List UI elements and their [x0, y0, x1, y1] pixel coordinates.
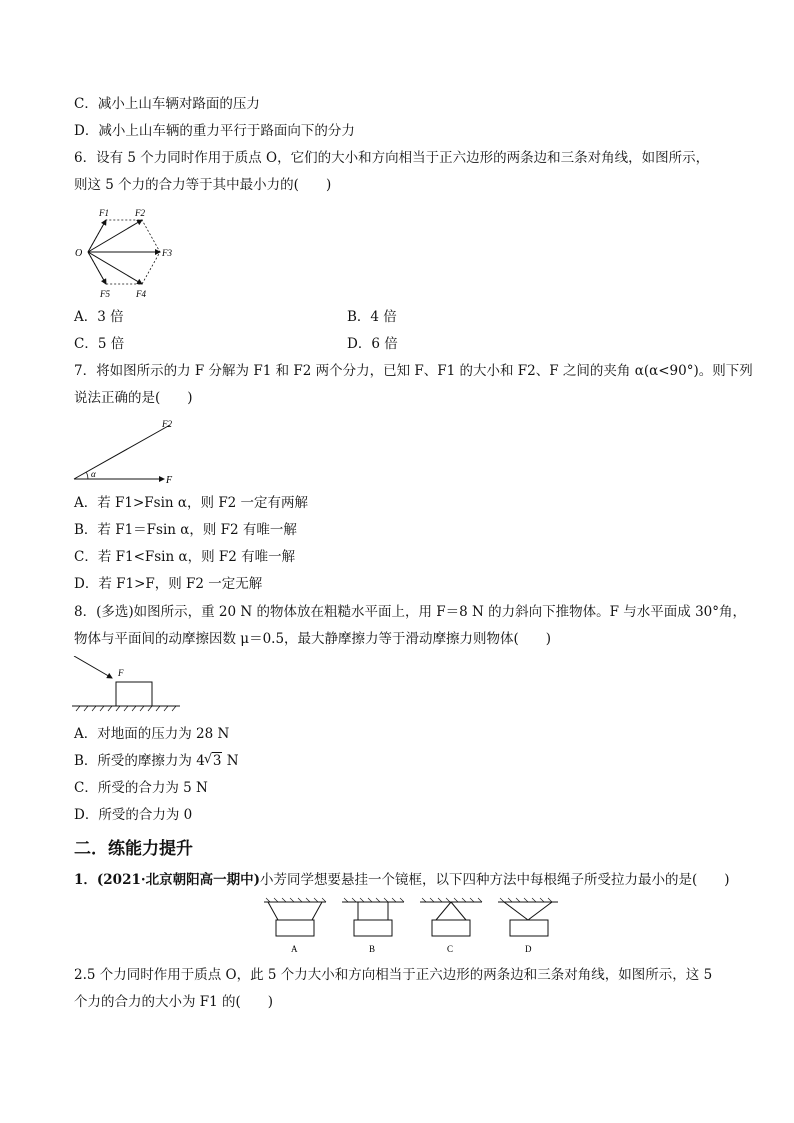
q8-option-d: D．所受的合力为 0 [74, 807, 193, 823]
alpha-label: α [91, 469, 96, 479]
q8-option-b-unit: N [222, 753, 239, 769]
p2-stem-line1: 2.5 个力同时作用于质点 O，此 5 个力大小和方向相当于正六边形的两条边和三条对角线，如图所示，这 5 [74, 967, 713, 983]
p1-number: 1． [74, 872, 97, 888]
q7-option-b: B．若 F1＝Fsin α，则 F2 有唯一解 [74, 522, 297, 538]
q8-option-b [74, 751, 239, 771]
q6-option-b: B．4 倍 [347, 309, 397, 325]
q6-stem-line2: 则这 5 个力的合力等于其中最小力的( ) [74, 177, 332, 193]
f2-label: F2 [135, 208, 145, 218]
f3-label: F3 [162, 248, 172, 258]
p1-stem [74, 870, 730, 890]
f2-label: F2 [162, 419, 172, 429]
block-push-diagram [72, 656, 192, 716]
p2-stem-line2: 个力的合力的大小为 F1 的( ) [74, 994, 274, 1010]
f-label: F [118, 668, 124, 678]
q7-stem-line1: 7．将如图所示的力 F 分解为 F1 和 F2 两个分力，已知 F、F1 的大小和 F2、F 之间的夹角 α(α<90°)。则下列 [74, 363, 753, 379]
option-b-label: B [369, 944, 376, 954]
q5-option-d: D．减小上山车辆的重力平行于路面向下的分力 [74, 123, 355, 139]
q8-option-a: A．对地面的压力为 28 N [74, 726, 230, 742]
q7-option-a: A．若 F1>Fsin α，则 F2 一定有两解 [74, 495, 309, 511]
q7-option-d: D．若 F1>F，则 F2 一定无解 [74, 576, 263, 592]
f1-label: F1 [99, 208, 109, 218]
q8-stem-line1: 8．(多选)如图所示，重 20 N 的物体放在粗糙水平面上，用 F＝8 N 的力斜向下推物体。F 与水平面成 30°角， [74, 604, 747, 620]
f4-label: F4 [136, 289, 146, 299]
q6-option-a: A．3 倍 [74, 309, 124, 325]
q5-option-c: C．减小上山车辆对路面的压力 [74, 96, 260, 112]
force-decomposition-diagram [72, 415, 192, 487]
q6-stem-line1: 6．设有 5 个力同时作用于质点 O，它们的大小和方向相当于正六边形的两条边和三条对角线，如图所示， [74, 150, 710, 166]
q8-option-c: C．所受的合力为 5 N [74, 780, 208, 796]
option-a-label: A [291, 944, 298, 954]
q6-option-c: C．5 倍 [74, 336, 125, 352]
f-label: F [166, 475, 173, 486]
q6-option-d: D．6 倍 [347, 336, 398, 352]
p1-question: 小芳同学想要悬挂一个镜框，以下四种方法中每根绳子所受拉力最小的是( ) [259, 872, 730, 888]
section-title: 二．练能力提升 [74, 839, 193, 859]
picture-frame-hanging-figure [258, 896, 558, 958]
origin-label: O [75, 248, 83, 259]
sqrt-radicand: 3 [212, 753, 222, 769]
option-c-label: C [447, 944, 454, 954]
hexagon-force-diagram [72, 204, 182, 300]
sqrt-symbol [205, 751, 223, 771]
option-d-label: D [525, 944, 532, 954]
q8-option-b-text: B．所受的摩擦力为 4 [74, 753, 205, 769]
q7-option-c: C．若 F1<Fsin α，则 F2 有唯一解 [74, 549, 296, 565]
f5-label: F5 [100, 289, 110, 299]
p1-source: (2021·北京朝阳高一期中) [96, 872, 260, 888]
q8-stem-line2: 物体与平面间的动摩擦因数 μ＝0.5，最大静摩擦力等于滑动摩擦力则物体( ) [74, 631, 552, 647]
q7-stem-line2: 说法正确的是( ) [74, 390, 193, 406]
